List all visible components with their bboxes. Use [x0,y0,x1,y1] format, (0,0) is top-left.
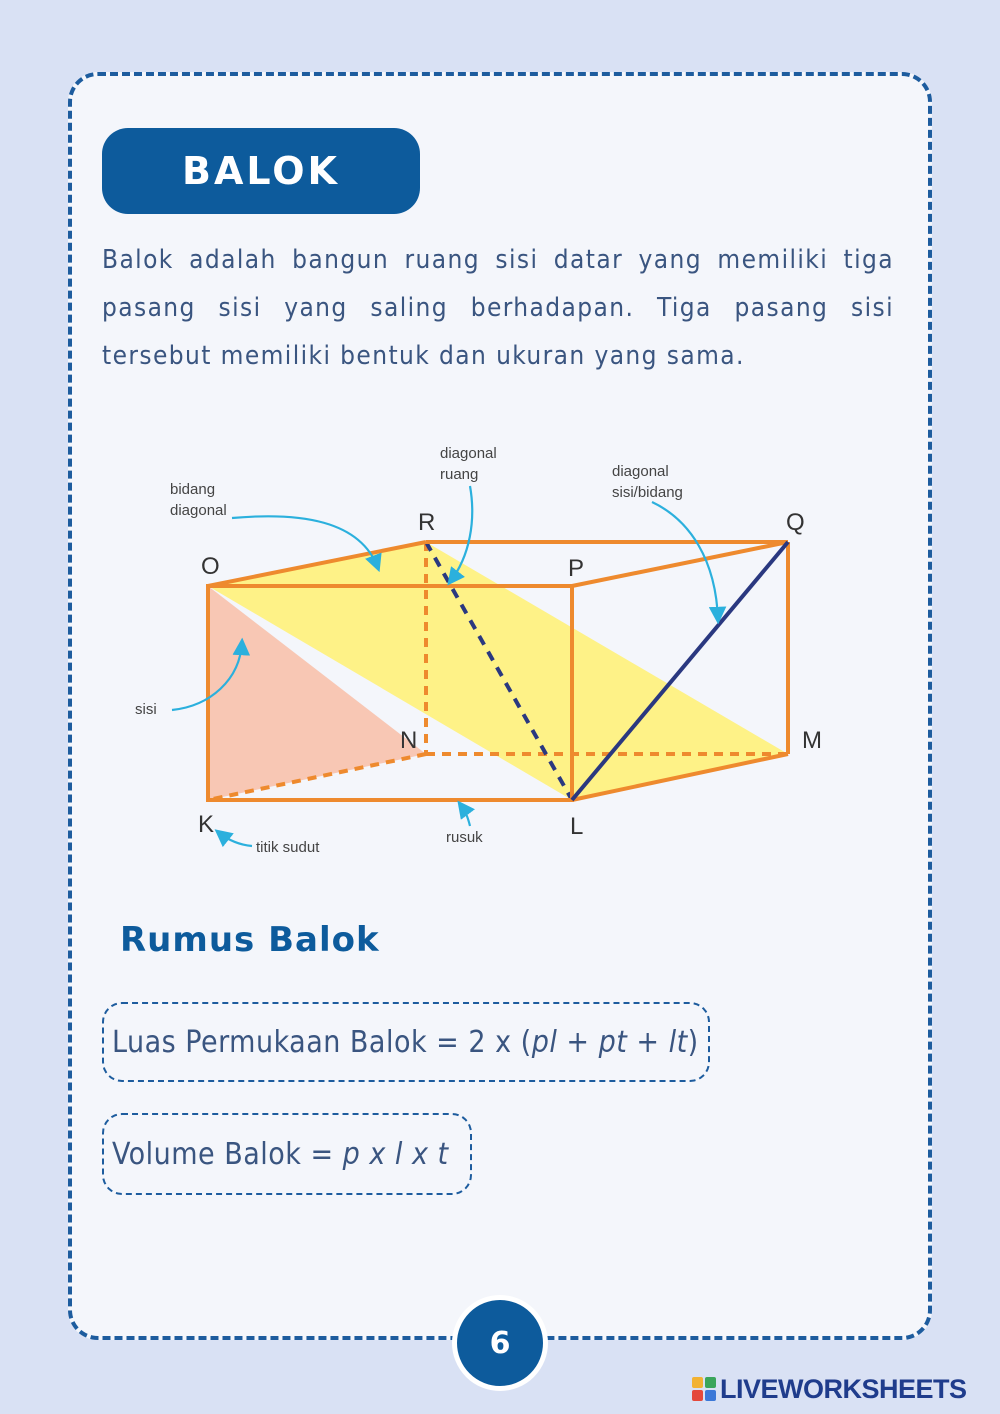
vertex-k: K [198,811,215,838]
vertex-n: N [400,727,418,754]
label-diagonal-ruang-line2: ruang [440,466,479,483]
surface-suffix: ) [687,1024,699,1060]
surface-plus-1: + [557,1024,599,1060]
surface-term-pt: pt [598,1024,628,1060]
brand-name: LIVEWORKSHEETS [720,1373,967,1404]
surface-prefix: Luas Permukaan Balok = 2 x ( [112,1024,532,1060]
page-number-badge: 6 [452,1295,548,1391]
label-bidang-diagonal-line1: bidang [170,481,216,498]
surface-term-pl: pl [531,1024,558,1060]
brand-logo[interactable] [692,1372,967,1406]
label-diagonal-sisi-line2: sisi/bidang [612,484,683,501]
volume-formula [102,1113,472,1195]
volume-expression: p x l x t [342,1136,449,1172]
label-diagonal-sisi-line1: diagonal [612,463,669,480]
page-title: BALOK [102,128,420,214]
liveworksheets-icon [692,1377,716,1401]
vertex-q: Q [786,509,805,536]
vertex-r: R [418,509,436,536]
label-diagonal-ruang-line1: diagonal [440,445,497,462]
surface-plus-2: + [627,1024,669,1060]
surface-term-lt: lt [668,1024,688,1060]
vertex-l: L [570,813,584,840]
volume-prefix: Volume Balok = [112,1136,343,1172]
label-bidang-diagonal-line2: diagonal [170,502,227,519]
label-rusuk: rusuk [446,829,483,846]
vertex-m: M [802,727,822,754]
label-titik-sudut: titik sudut [256,839,320,856]
vertex-o: O [201,553,220,580]
intro-paragraph: Balok adalah bangun ruang sisi datar yang memiliki tiga pasang sisi yang saling berhadapan. Tiga pasang sisi tersebut memiliki bentuk dan ukuran yang sama. [102,245,894,371]
formulas-heading: Rumus Balok [120,920,380,960]
surface-area-formula [102,1002,710,1082]
label-sisi: sisi [135,701,157,718]
vertex-p: P [568,555,585,582]
